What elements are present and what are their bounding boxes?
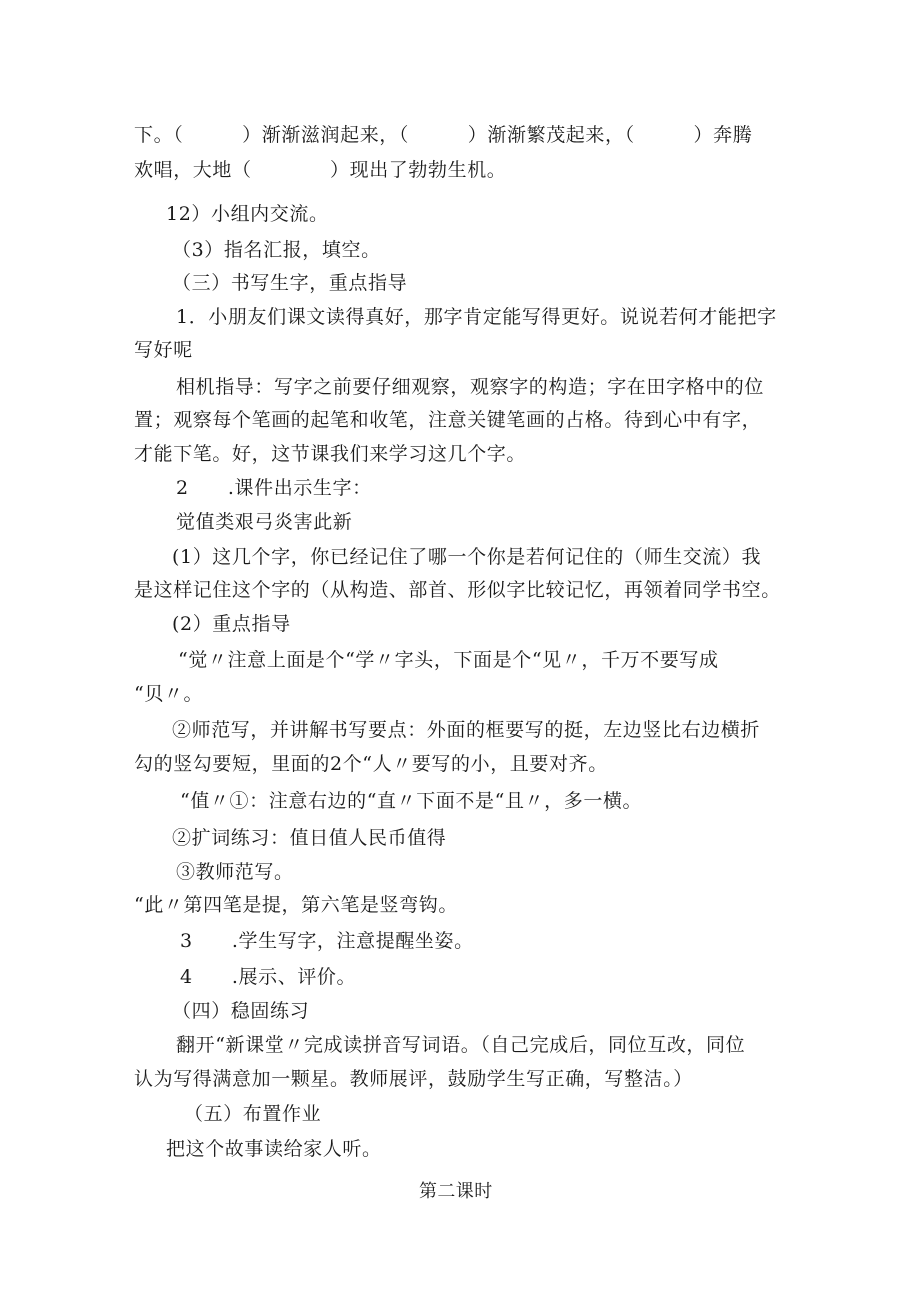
- text-line: 下。（ ）渐渐滋润起来，（ ）渐渐繁茂起来，（ ）奔腾: [134, 124, 753, 146]
- text-line: “值〃①：注意右边的“直〃下面不是“且〃，多一横。: [180, 790, 643, 812]
- text-line: 认为写得满意加一颗星。教师展评，鼓励学生写正确，写整洁。）: [134, 1068, 693, 1090]
- text-line: 1．小朋友们课文读得真好，那字肯定能写得更好。说说若何才能把字: [176, 306, 777, 328]
- text-line: 欢唱，大地（ ）现出了勃勃生机。: [134, 159, 507, 181]
- section-title: 第二课时: [419, 1181, 493, 1202]
- text-line: 12）小组内交流。: [166, 203, 329, 225]
- text-line: （五）布置作业: [184, 1103, 322, 1125]
- text-line: “此〃第四笔是提，第六笔是竖弯钩。: [134, 894, 458, 916]
- text-line: 勾的竖勾要短，里面的2个“人〃要写的小，且要对齐。: [134, 753, 608, 775]
- text-line: ②师范写，并讲解书写要点：外面的框要写的挺，左边竖比右边横折: [172, 719, 761, 741]
- text-line: (1）这几个字，你已经记住了哪一个你是若何记住的（师生交流）我: [172, 546, 762, 568]
- text-line: 3 .学生写字，注意提醒坐姿。: [180, 930, 474, 952]
- text-line: 觉值类艰弓炎害此新: [176, 511, 353, 533]
- text-line: 才能下笔。好，这节课我们来学习这几个字。: [134, 443, 527, 465]
- text-line: 是这样记住这个字的（从构造、部首、形似字比较记忆，再领着同学书空。: [134, 579, 781, 601]
- text-line: 写好呢: [134, 339, 193, 361]
- text-line: 翻开“新课堂〃完成读拼音写词语。（自己完成后，同位互改，同位: [176, 1034, 746, 1056]
- text-line: 相机指导：写字之前要仔细观察，观察字的构造；字在田字格中的位: [176, 376, 765, 398]
- text-line: 把这个故事读给家人听。: [166, 1138, 382, 1160]
- text-line: （四）稳固练习: [172, 1000, 310, 1022]
- text-line: ②扩词练习：值日值人民币值得: [172, 827, 447, 849]
- text-line: “贝〃。: [134, 683, 204, 705]
- text-line: 4 .展示、评价。: [180, 966, 357, 988]
- text-line: （3）指名汇报，填空。: [172, 239, 381, 261]
- text-line: 2 .课件出示生字：: [176, 477, 372, 499]
- text-line: “觉〃注意上面是个“学〃字头，下面是个“见〃，千万不要写成: [178, 649, 719, 671]
- text-line: ③教师范写。: [176, 861, 294, 883]
- text-line: （三）书写生字，重点指导: [172, 272, 408, 294]
- text-line: (2）重点指导: [172, 613, 291, 635]
- text-line: 置；观察每个笔画的起笔和收笔，注意关键笔画的占格。待到心中有字，: [134, 409, 762, 431]
